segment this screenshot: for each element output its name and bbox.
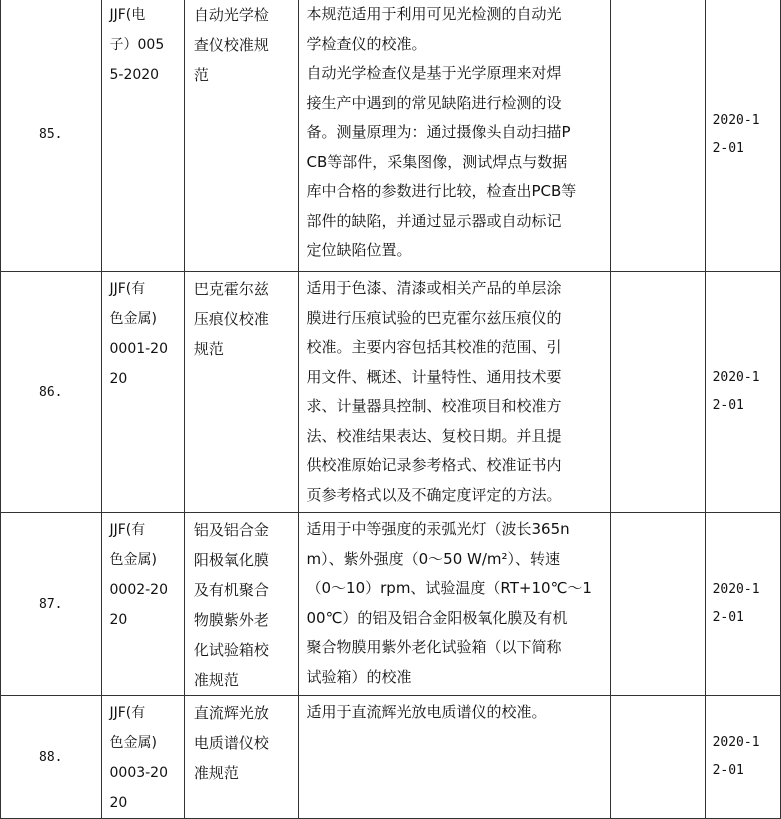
standard-code: JJF(有 色金属) 0001-20 20 xyxy=(109,281,168,387)
row-number: 88. xyxy=(1,696,102,819)
implementation-date: 2020-1 2-01 xyxy=(712,370,760,413)
standard-code: JJF(电 子）005 5-2020 xyxy=(109,7,165,83)
standard-code: JJF(有 色金属) 0003-20 20 xyxy=(109,705,168,811)
row-number: 85. xyxy=(1,0,102,272)
table-row xyxy=(1,272,781,513)
table-row xyxy=(1,513,781,696)
implementation-date: 2020-1 2-01 xyxy=(712,735,760,778)
table-row xyxy=(1,0,781,272)
standard-code: JJF(有 色金属) 0002-20 20 xyxy=(109,522,168,628)
row-number: 87. xyxy=(1,513,102,696)
standard-scope: 适用于中等强度的汞弧光灯（波长365n m）、紫外强度（0～50 W/m²）、转速 （0～10）rpm、试验温度（RT+10℃～1 00℃）的铝及铝合金阳极氧化膜及有机 聚合物膜用紫外老化试验箱（以下简称 试验箱）的校准 xyxy=(306,520,592,686)
standard-name: 铝及铝合金 阳极氧化膜 及有机聚合 物膜紫外老 化试验箱校 准规范 xyxy=(193,521,269,689)
standard-scope: 本规范适用于利用可见光检测的自动光 学检查仪的校准。 自动光学检查仪是基于光学原理来对焊 接生产中遇到的常见缺陷进行检测的设 备。测量原理为：通过摄像头自动扫描P CB等部件，采集图像，测试焊点与数据 库中合格的参数进行比较，检查出PCB等 部件的缺陷，并通过显示器或自动标记 定位缺陷位置。 xyxy=(306,5,577,259)
standard-name: 直流辉光放 电质谱仪校 准规范 xyxy=(193,704,269,782)
empty-cell xyxy=(611,272,705,513)
empty-cell xyxy=(611,0,705,272)
empty-cell xyxy=(611,513,705,696)
implementation-date: 2020-1 2-01 xyxy=(712,582,760,625)
standard-scope: 适用于直流辉光放电质谱仪的校准。 xyxy=(306,703,547,721)
empty-cell xyxy=(611,696,705,819)
standard-name: 巴克霍尔兹 压痕仪校准 规范 xyxy=(193,280,269,358)
row-number: 86. xyxy=(1,272,102,513)
standard-scope: 适用于色漆、清漆或相关产品的单层涂 膜进行压痕试验的巴克霍尔兹压痕仪的 校准。主要内容包括其校准的范围、引 用文件、概述、计量特性、通用技术要 求、计量器具控制、校准项目和校准方 法、校准结果表达、复校日期。并且提 供校准原始记录参考格式、校准证书内 页参考格式以及不确定度评定的方法。 xyxy=(306,279,562,504)
implementation-date: 2020-1 2-01 xyxy=(712,112,760,156)
table-row xyxy=(1,696,781,819)
standard-name: 自动光学检 查仪校准规 范 xyxy=(193,6,269,84)
